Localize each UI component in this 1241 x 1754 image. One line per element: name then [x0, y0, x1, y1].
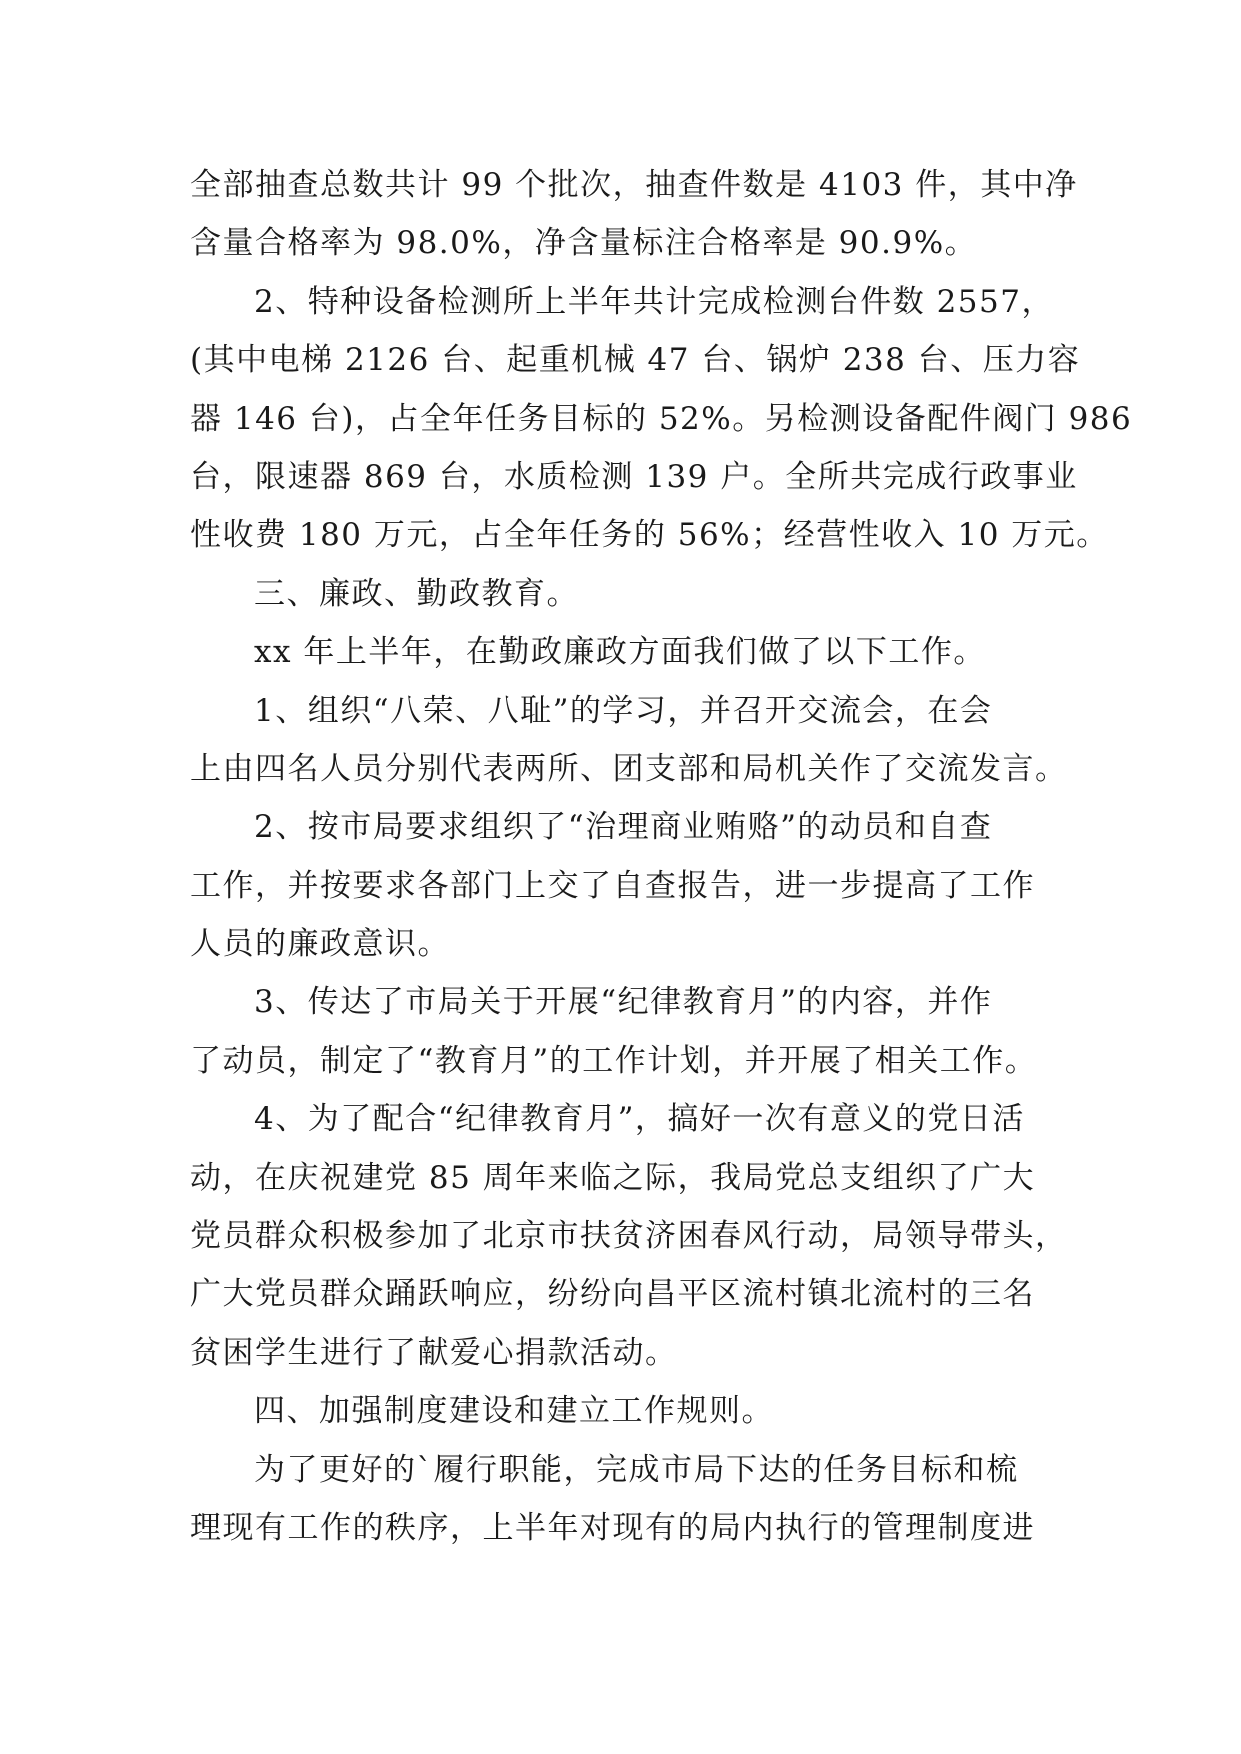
text-line: 了动员，制定了“教育月”的工作计划，并开展了相关工作。 [190, 1042, 1038, 1079]
text-line: 动，在庆祝建党 85 周年来临之际，我局党总支组织了广大 [190, 1159, 1036, 1196]
text-line: 贫困学生进行了献爱心捐款活动。 [190, 1334, 678, 1371]
text-line: 人员的廉政意识。 [190, 926, 450, 963]
text-line: 2、按市局要求组织了“治理商业贿赂”的动员和自查 [254, 809, 993, 846]
text-line: 三、廉政、勤政教育。 [254, 575, 579, 612]
text-line: 2、特种设备检测所上半年共计完成检测台件数 2557， [254, 283, 1054, 320]
text-line: 广大党员群众踊跃响应，纷纷向昌平区流村镇北流村的三名 [190, 1276, 1035, 1313]
text-line: 上由四名人员分别代表两所、团支部和局机关作了交流发言。 [190, 750, 1068, 787]
text-line: 4、为了配合“纪律教育月”，搞好一次有意义的党日活 [254, 1101, 1025, 1138]
text-line: 含量合格率为 98.0%，净含量标注合格率是 90.9%。 [190, 225, 978, 262]
text-line: 台，限速器 869 台，水质检测 139 户。全所共完成行政事业 [190, 458, 1078, 495]
document-body [190, 156, 1133, 1557]
text-line: 性收费 180 万元，占全年任务的 56%；经营性收入 10 万元。 [190, 517, 1109, 554]
text-line: 四、加强制度建设和建立工作规则。 [254, 1393, 774, 1430]
text-line: xx 年上半年，在勤政廉政方面我们做了以下工作。 [254, 634, 986, 671]
text-line: (其中电梯 2126 台、起重机械 47 台、锅炉 238 台、压力容 [190, 342, 1081, 379]
text-line: 理现有工作的秩序，上半年对现有的局内执行的管理制度进 [190, 1509, 1035, 1546]
text-line: 为了更好的`履行职能，完成市局下达的任务目标和梳 [254, 1451, 1019, 1488]
text-line: 党员群众积极参加了北京市扶贫济困春风行动，局领导带头， [190, 1218, 1068, 1255]
text-line: 1、组织“八荣、八耻”的学习，并召开交流会，在会 [254, 692, 993, 729]
text-line: 3、传达了市局关于开展“纪律教育月”的内容，并作 [254, 984, 993, 1021]
text-line: 器 146 台)，占全年任务目标的 52%。另检测设备配件阀门 986 [190, 400, 1133, 437]
text-line: 工作，并按要求各部门上交了自查报告，进一步提高了工作 [190, 867, 1035, 904]
text-line: 全部抽查总数共计 99 个批次，抽查件数是 4103 件，其中净 [190, 167, 1078, 203]
